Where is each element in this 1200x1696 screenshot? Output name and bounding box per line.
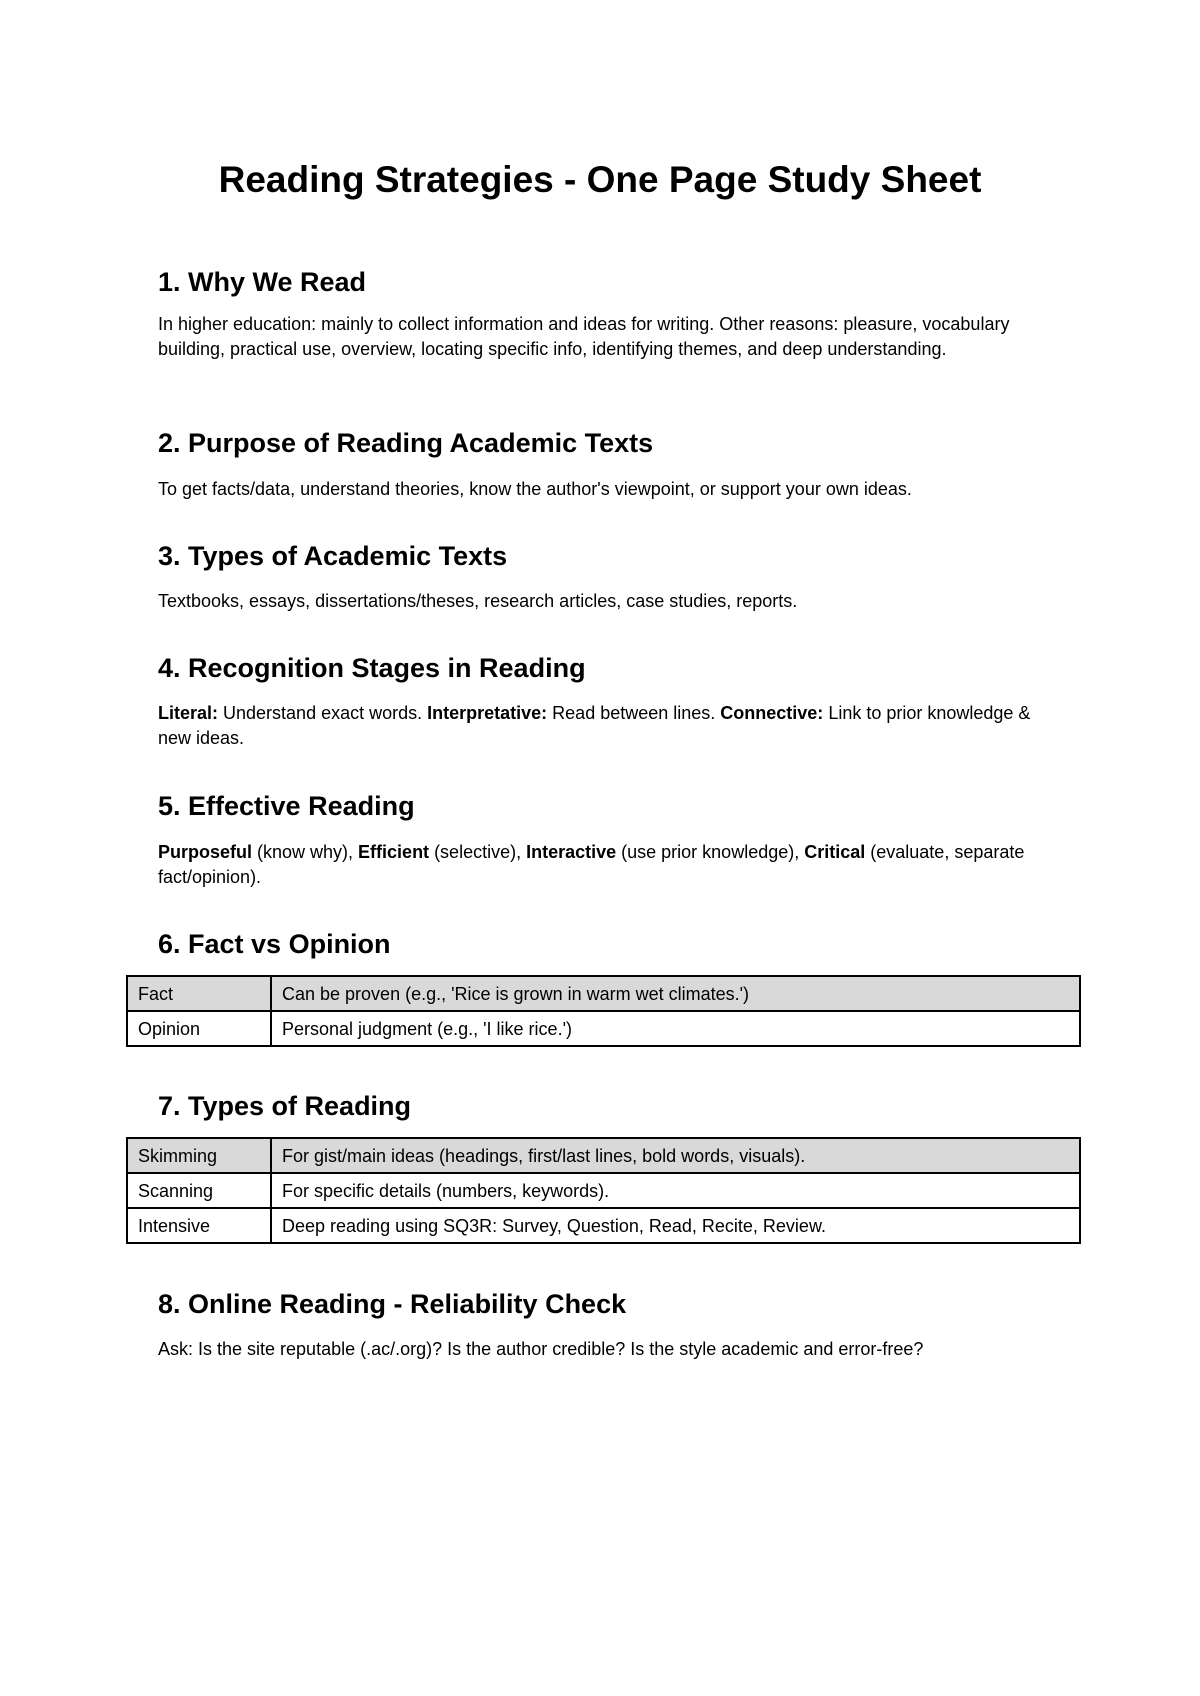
literal-label: Literal: [158, 703, 219, 723]
table-term-cell: Scanning [127, 1173, 271, 1208]
interactive-text: (use prior knowledge), [616, 842, 805, 862]
purposeful-text: (know why), [252, 842, 359, 862]
table-desc-cell: For specific details (numbers, keywords). [271, 1173, 1080, 1208]
table-desc-cell: Can be proven (e.g., 'Rice is grown in warm wet climates.') [271, 976, 1080, 1011]
section-5-text [158, 840, 1058, 890]
connective-label: Connective: [720, 703, 824, 723]
interpretative-label: Interpretative: [427, 703, 548, 723]
section-6-heading: 6. Fact vs Opinion [158, 929, 391, 959]
efficient-text: (selective), [429, 842, 527, 862]
table-desc-cell: Deep reading using SQ3R: Survey, Question, Read, Recite, Review. [271, 1208, 1080, 1243]
section-4-text [158, 701, 1058, 751]
section-3-text: Textbooks, essays, dissertations/theses, research articles, case studies, reports. [158, 591, 798, 611]
table-term-cell: Skimming [127, 1138, 271, 1173]
table-term-cell: Fact [127, 976, 271, 1011]
table-row [127, 1138, 1080, 1173]
interactive-label: Interactive [526, 842, 617, 862]
table-desc-cell: Personal judgment (e.g., 'I like rice.') [271, 1011, 1080, 1046]
efficient-label: Efficient [358, 842, 430, 862]
table-desc-cell: For gist/main ideas (headings, first/last lines, bold words, visuals). [271, 1138, 1080, 1173]
section-4-heading: 4. Recognition Stages in Reading [158, 653, 586, 683]
table-row [127, 1173, 1080, 1208]
literal-text: Understand exact words. [218, 703, 428, 723]
purposeful-label: Purposeful [158, 842, 253, 862]
section-3-heading: 3. Types of Academic Texts [158, 541, 508, 571]
section-2-heading: 2. Purpose of Reading Academic Texts [158, 428, 654, 458]
section-2-text: To get facts/data, understand theories, know the author's viewpoint, or support your own ideas. [158, 479, 912, 499]
table-row [127, 1011, 1080, 1046]
section-5-heading: 5. Effective Reading [158, 791, 415, 821]
section-7-heading: 7. Types of Reading [158, 1091, 412, 1121]
critical-text: (evaluate, separate fact/opinion). [158, 842, 1025, 887]
page-title: Reading Strategies - One Page Study Sheet [218, 159, 982, 200]
critical-label: Critical [804, 842, 866, 862]
fact-opinion-table [126, 975, 1081, 1047]
section-8-heading: 8. Online Reading - Reliability Check [158, 1289, 627, 1319]
section-1-text: In higher education: mainly to collect information and ideas for writing. Other reasons: pleasure, vocabulary building, practical use, overview, locating specific info, identifying themes, and deep understanding. [158, 314, 1010, 359]
table-row [127, 1208, 1080, 1243]
connective-text: Link to prior knowledge & new ideas. [158, 703, 1031, 748]
table-term-cell: Opinion [127, 1011, 271, 1046]
section-1-heading: 1. Why We Read [158, 267, 367, 297]
table-term-cell: Intensive [127, 1208, 271, 1243]
reading-types-table [126, 1137, 1081, 1244]
table-row [127, 976, 1080, 1011]
section-8-text: Ask: Is the site reputable (.ac/.org)? Is the author credible? Is the style academic and error-free? [158, 1339, 924, 1359]
interpretative-text: Read between lines. [547, 703, 721, 723]
